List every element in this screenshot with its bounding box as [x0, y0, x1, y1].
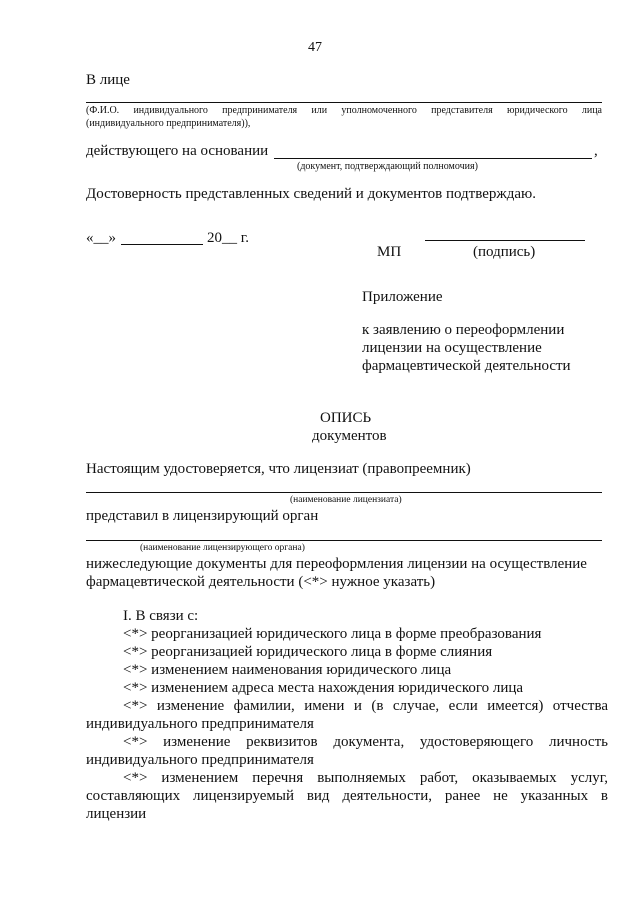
section1-item6-line1: <*> изменение реквизитов документа, удостоверяющего личность	[123, 734, 608, 750]
date-year: 20__ г.	[207, 230, 249, 246]
appendix-title: Приложение	[362, 289, 443, 305]
document-comma: ,	[594, 143, 598, 159]
authority-line	[86, 540, 602, 541]
submitted-statement: представил в лицензирующий орган	[86, 508, 319, 524]
confirm-statement: Достоверность представленных сведений и документов подтверждаю.	[86, 186, 536, 202]
licensee-caption: (наименование лицензиата)	[290, 495, 402, 505]
section1-item5-line2: индивидуального предпринимателя	[86, 716, 314, 732]
date-day: «__»	[86, 230, 116, 246]
section1-item7-line2: составляющих лицензируемый вид деятельности, ранее не указанных в	[86, 788, 608, 804]
section1-item6-line2: индивидуального предпринимателя	[86, 752, 314, 768]
following-line1: нижеследующие документы для переоформления лицензии на осуществление	[86, 556, 587, 572]
section1-heading: I. В связи с:	[123, 608, 199, 624]
section1-item2: <*> реорганизацией юридического лица в форме слияния	[123, 644, 493, 660]
v-litse-label: В лице	[86, 72, 130, 88]
acting-on-basis-label: действующего на основании	[86, 143, 269, 159]
inventory-subtitle: документов	[312, 428, 387, 444]
appendix-line3: фармацевтической деятельности	[362, 358, 571, 374]
appendix-line1: к заявлению о переоформлении	[362, 322, 565, 338]
authority-caption: (наименование лицензирующего органа)	[140, 543, 305, 553]
fio-caption-line2: (индивидуального предпринимателя)),	[86, 118, 251, 129]
fio-caption-line1: (Ф.И.О. индивидуального предпринимателя или уполномоченного представителя юридического лица	[86, 105, 602, 116]
appendix-line2: лицензии на осуществление	[362, 340, 542, 356]
licensee-line	[86, 492, 602, 493]
fio-line	[86, 102, 602, 103]
signature-line	[425, 240, 585, 241]
inventory-title: ОПИСЬ	[320, 410, 372, 426]
section1-item3: <*> изменением наименования юридического лица	[123, 662, 452, 678]
stamp-mp: МП	[377, 244, 402, 260]
document-caption: (документ, подтверждающий полномочия)	[297, 161, 478, 172]
page-number: 47	[308, 40, 322, 55]
section1-item7-line3: лицензии	[86, 806, 147, 822]
certifies-statement: Настоящим удостоверяется, что лицензиат (правопреемник)	[86, 461, 471, 477]
section1-item5-line1: <*> изменение фамилии, имени и (в случае, если имеется) отчества	[123, 698, 608, 714]
section1-item7-line1: <*> изменением перечня выполняемых работ, оказываемых услуг,	[123, 770, 608, 786]
document-line	[274, 158, 592, 159]
following-line2: фармацевтической деятельности (<*> нужное указать)	[86, 574, 436, 590]
section1-item1: <*> реорганизацией юридического лица в форме преобразования	[123, 626, 542, 642]
signature-caption: (подпись)	[473, 244, 536, 260]
section1-item4: <*> изменением адреса места нахождения юридического лица	[123, 680, 524, 696]
date-month-line	[121, 244, 203, 245]
